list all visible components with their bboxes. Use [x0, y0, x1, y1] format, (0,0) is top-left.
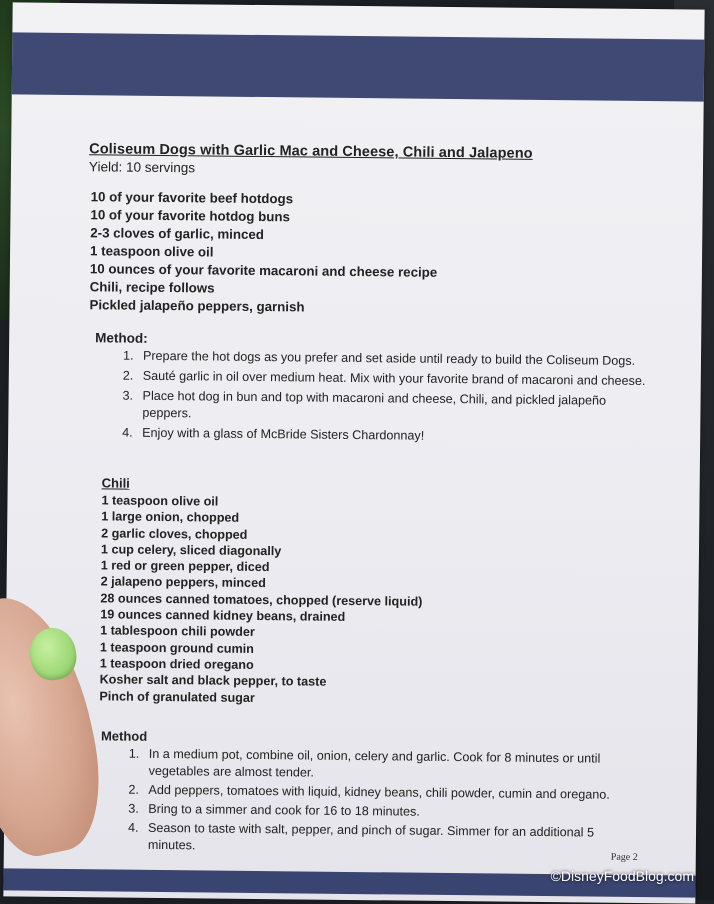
method-heading: Method: — [95, 330, 148, 346]
chili-method-steps — [82, 745, 643, 859]
chili-ingredient-item: 1 tablespoon chili powder — [100, 623, 255, 640]
method-step: 4. Enjoy with a glass of McBride Sisters Chardonnay! — [136, 425, 646, 447]
ingredient-item: Pickled jalapeño peppers, garnish — [89, 297, 305, 315]
ingredient-item: 10 ounces of your favorite macaroni and cheese recipe — [89, 261, 438, 280]
chili-ingredient-list — [83, 492, 645, 710]
watermark: ©DisneyFoodBlog.com — [550, 868, 694, 884]
chili-method-step: 3. Bring to a simmer and cook for 16 to 18 minutes. — [142, 801, 642, 823]
header-band — [12, 32, 705, 101]
recipe-sheet — [3, 2, 704, 903]
ingredient-item: 1 teaspoon olive oil — [90, 243, 214, 260]
chili-method-step: 4. Season to taste with salt, pepper, and pinch of sugar. Simmer for an additional 5 minutes. — [142, 820, 642, 859]
chili-ingredient-item: 2 jalapeno peppers, minced — [100, 574, 266, 591]
chili-ingredient-item: 1 teaspoon dried oregano — [99, 656, 254, 672]
chili-ingredient-item: 28 ounces canned tomatoes, chopped (reserve liquid) — [100, 591, 423, 609]
ingredient-item: Chili, recipe follows — [89, 279, 215, 296]
ingredient-list — [87, 188, 648, 320]
chili-method-step: 2. Add peppers, tomatoes with liquid, kidney beans, chili powder, cumin and oregano. — [142, 782, 642, 804]
chili-ingredient-item: 1 cup celery, sliced diagonally — [100, 542, 282, 559]
recipe-content — [82, 141, 649, 861]
chili-method-step: 1. In a medium pot, combine oil, onion, celery and garlic. Cook for 8 minutes or until vegetables are almost tender. — [143, 746, 643, 785]
recipe-yield: Yield: 10 servings — [88, 159, 196, 176]
chili-ingredient-item: 1 teaspoon ground cumin — [99, 640, 254, 656]
chili-ingredient-item: Pinch of granulated sugar — [99, 688, 255, 705]
recipe-title: Coliseum Dogs with Garlic Mac and Cheese, Chili and Jalapeno — [89, 141, 533, 162]
chili-ingredient-item: 1 large onion, chopped — [101, 509, 240, 526]
ingredient-item: 10 of your favorite beef hotdogs — [90, 189, 294, 207]
chili-ingredient-item: 1 teaspoon olive oil — [101, 493, 219, 509]
ingredient-item: 10 of your favorite hotdog buns — [90, 207, 291, 225]
ingredient-item: 2-3 cloves of garlic, minced — [90, 225, 265, 243]
chili-heading: Chili — [101, 475, 130, 491]
method-step: 3. Place hot dog in bun and top with macaroni and cheese, Chili, and pickled jalapeño peppers. — [136, 388, 646, 427]
page-number: Page 2 — [610, 851, 638, 863]
chili-method-heading: Method — [100, 728, 148, 744]
method-step: 2. Sauté garlic in oil over medium heat. Mix with your favorite brand of macaroni and cheese. — [137, 368, 647, 390]
chili-ingredient-item: Kosher salt and black pepper, to taste — [99, 672, 327, 689]
chili-ingredient-item: 1 red or green pepper, diced — [100, 558, 270, 575]
method-steps — [86, 347, 647, 447]
method-step: 1. Prepare the hot dogs as you prefer and set aside until ready to build the Coliseum Dogs. — [137, 348, 647, 370]
chili-ingredient-item: 19 ounces canned kidney beans, drained — [100, 607, 346, 624]
chili-ingredient-item: 2 garlic cloves, chopped — [101, 525, 248, 542]
